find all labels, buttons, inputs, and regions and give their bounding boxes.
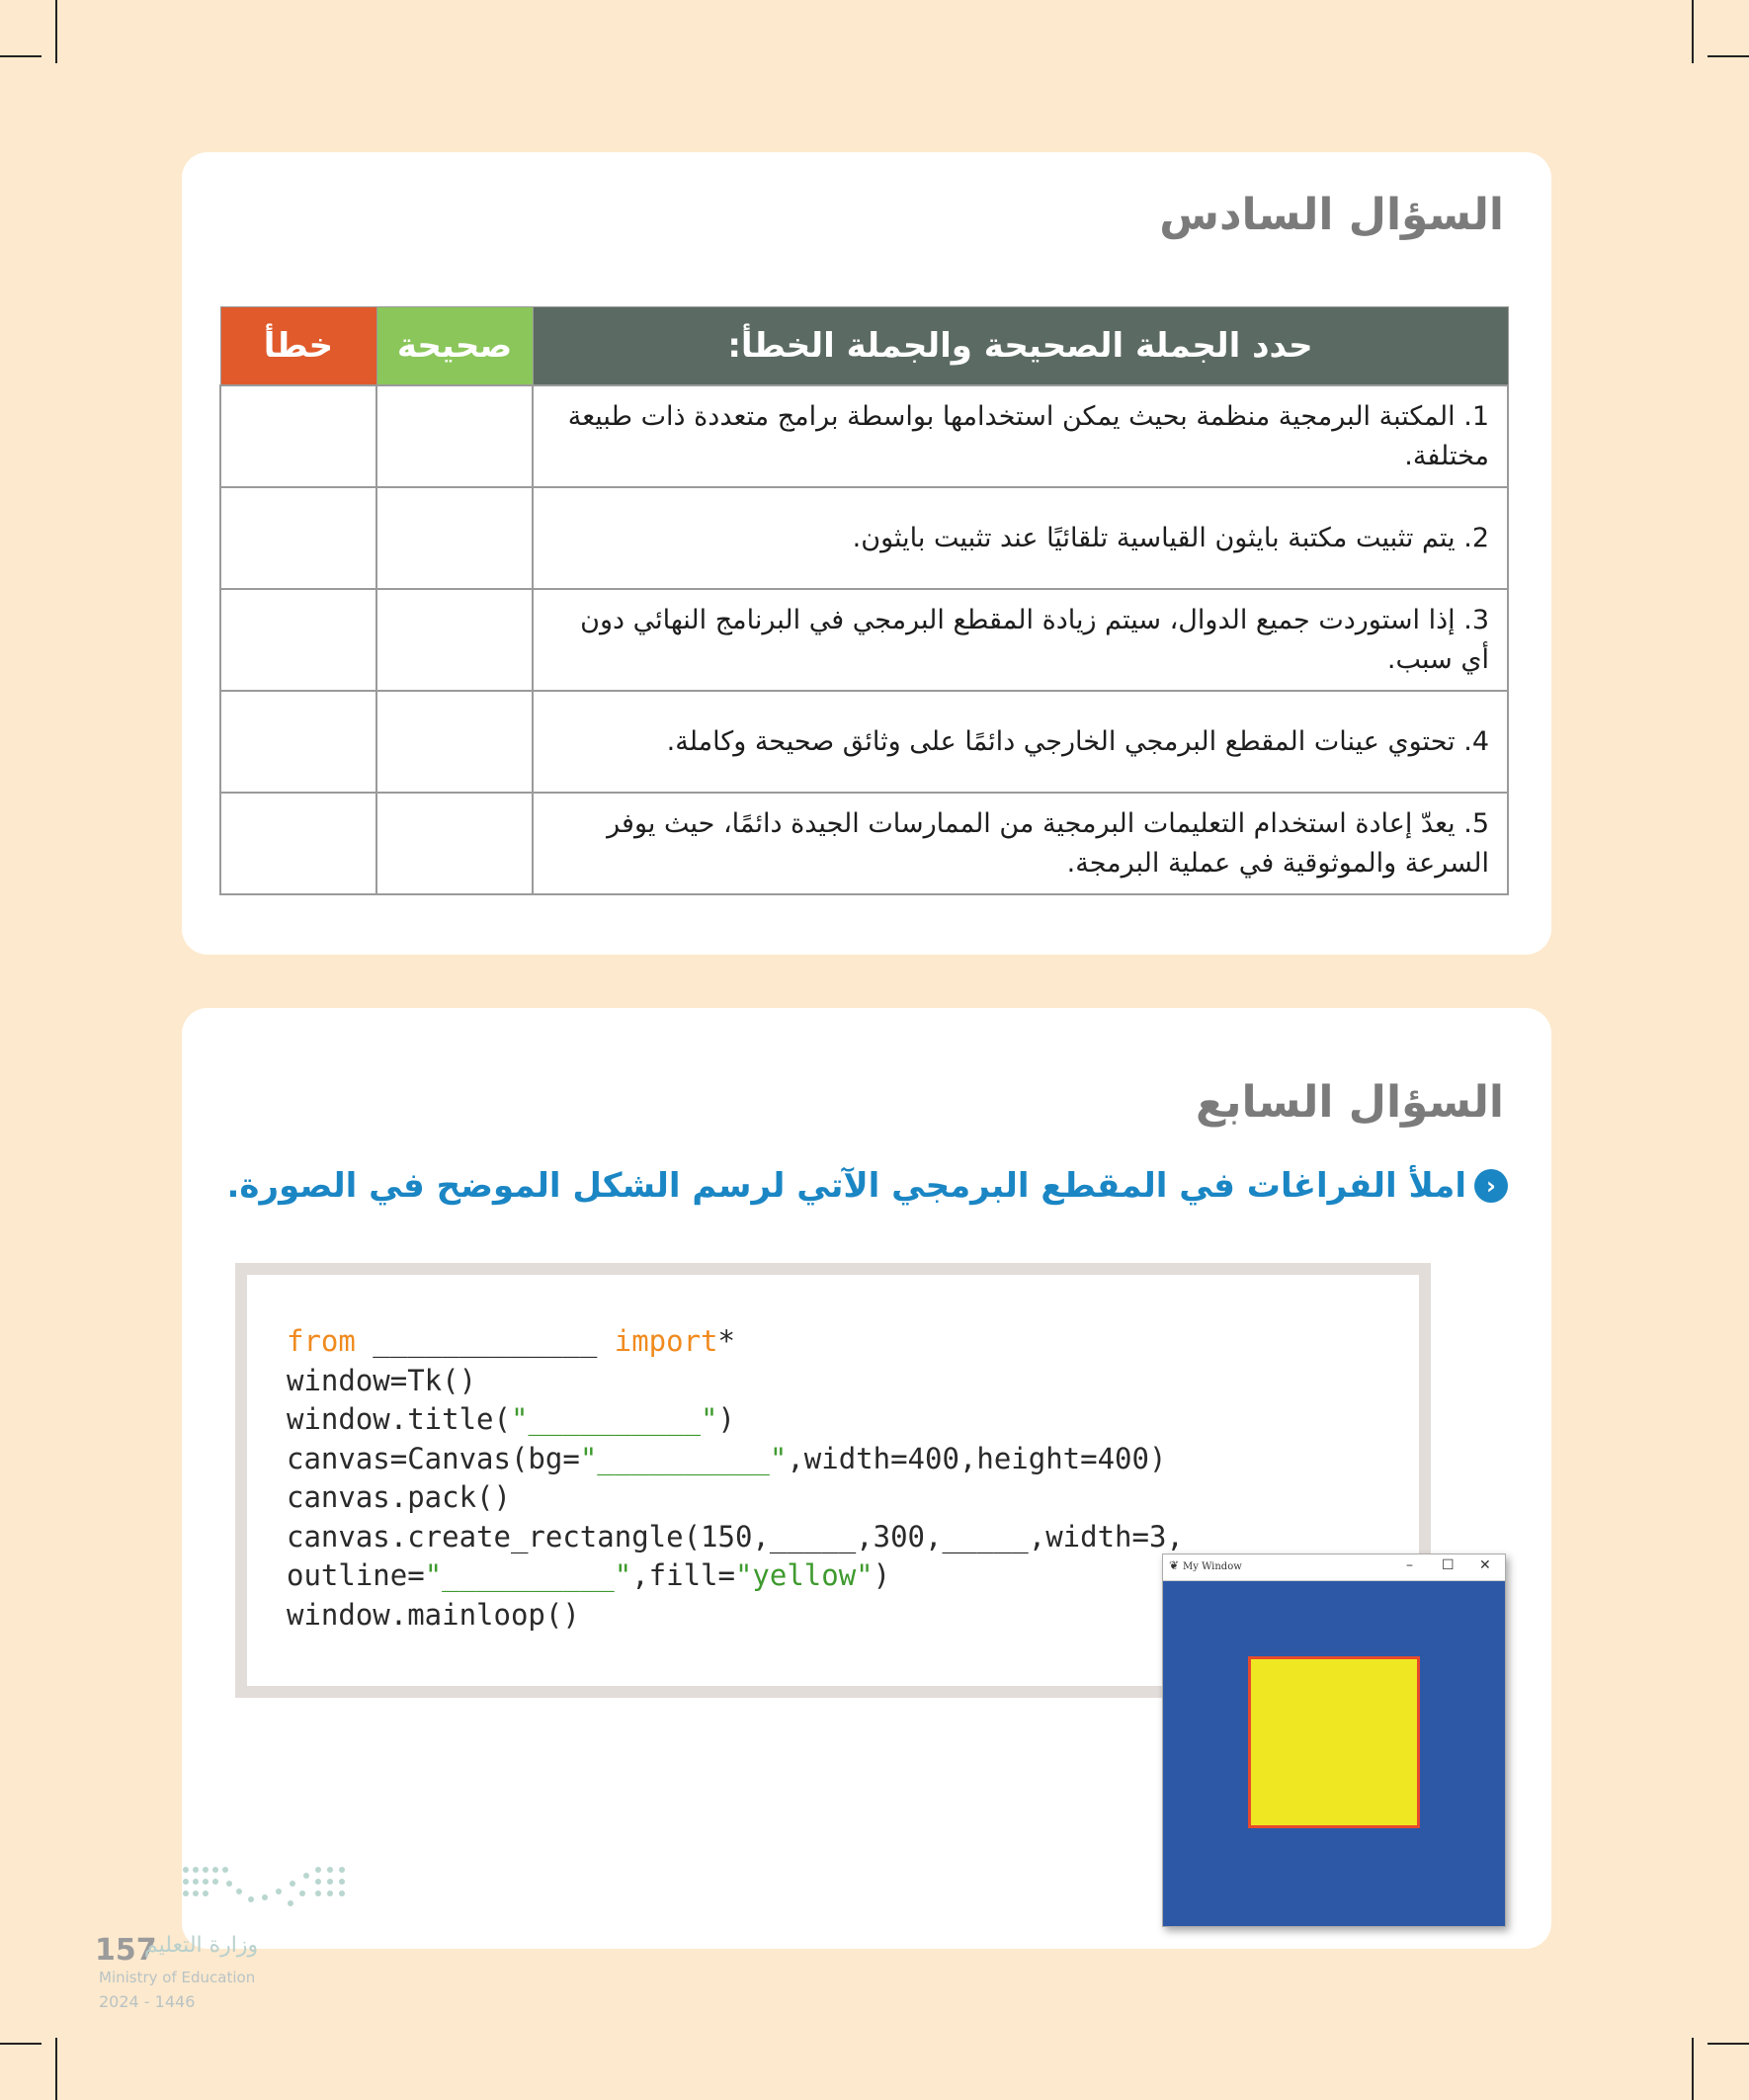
code-line-5: canvas.pack() [287, 1480, 511, 1514]
code-line-3b: ) [717, 1402, 735, 1436]
code-line-2: window=Tk() [287, 1363, 477, 1397]
question-six-card [182, 152, 1551, 955]
bullet-arrow-icon: ‹ [1474, 1169, 1508, 1203]
code-star: * [717, 1324, 735, 1358]
true-answer-box[interactable] [376, 487, 533, 589]
code-block [287, 1322, 1184, 1635]
window-canvas [1163, 1581, 1505, 1926]
false-answer-box[interactable] [220, 385, 376, 487]
true-answer-box[interactable] [376, 589, 533, 691]
code-line-7b: ,fill= [631, 1558, 735, 1592]
ministry-name-english: Ministry of Education [99, 1969, 256, 1986]
crop-mark [1692, 2038, 1694, 2100]
false-answer-box[interactable] [220, 691, 376, 793]
true-answer-box[interactable] [376, 691, 533, 793]
crop-mark [55, 0, 57, 63]
code-line-6[interactable]: canvas.create_rectangle(150,_____,300,_____,width=3, [287, 1519, 1184, 1554]
crop-mark [0, 2043, 42, 2045]
code-line-8: window.mainloop() [287, 1597, 580, 1632]
crop-mark [1707, 55, 1749, 57]
blank-title[interactable]: "__________" [510, 1402, 718, 1436]
instruction [227, 1166, 1508, 1206]
statement-cell: 1. المكتبة البرمجية منظمة بحيث يمكن استخدامها بواسطة برامج متعددة ذات طبيعة مختلفة. [533, 385, 1508, 487]
code-line-3a: window.title( [287, 1402, 511, 1436]
question-six-title: السؤال السادس [1159, 190, 1504, 240]
statement-cell: 3. إذا استوردت جميع الدوال، سيتم زيادة المقطع البرمجي في البرنامج النهائي دون أي سبب. [533, 589, 1508, 691]
code-line-7a: outline= [287, 1558, 425, 1592]
edition-year: 2024 - 1446 [99, 1992, 196, 2011]
maximize-icon[interactable]: ☐ [1442, 1557, 1455, 1573]
ministry-logo-icon [182, 1864, 350, 1915]
table-row [220, 793, 1508, 894]
page-number: 157 [95, 1933, 157, 1968]
table-row [220, 487, 1508, 589]
window-titlebar [1163, 1554, 1505, 1581]
yellow-rectangle [1248, 1656, 1420, 1828]
instruction-text: املأ الفراغات في المقطع البرمجي الآتي لرسم الشكل الموضح في الصورة. [226, 1166, 1466, 1206]
table-header-row [220, 307, 1508, 386]
true-false-table [219, 306, 1509, 895]
crop-mark [1692, 0, 1694, 63]
header-statement: حدد الجملة الصحيحة والجملة الخطأ: [533, 307, 1508, 386]
keyword-from: from [287, 1324, 356, 1358]
feather-icon: ❦ [1169, 1558, 1180, 1572]
code-line-7c: ) [873, 1558, 891, 1592]
blank-outline[interactable]: "__________" [424, 1558, 632, 1592]
crop-mark [55, 2038, 57, 2100]
table-row [220, 691, 1508, 793]
header-true: صحيحة [376, 307, 533, 386]
true-answer-box[interactable] [376, 793, 533, 894]
table-row [220, 385, 1508, 487]
false-answer-box[interactable] [220, 793, 376, 894]
false-answer-box[interactable] [220, 487, 376, 589]
question-seven-card [182, 1008, 1551, 1949]
false-answer-box[interactable] [220, 589, 376, 691]
minimize-icon[interactable]: – [1406, 1557, 1413, 1573]
blank-module[interactable]: _____________ [355, 1324, 615, 1358]
keyword-import: import [614, 1324, 718, 1358]
table-row [220, 589, 1508, 691]
tk-window-preview [1162, 1554, 1506, 1927]
close-icon[interactable]: ✕ [1479, 1557, 1491, 1573]
window-title: My Window [1183, 1561, 1242, 1572]
header-false: خطأ [220, 307, 376, 386]
true-answer-box[interactable] [376, 385, 533, 487]
blank-bg[interactable]: "__________" [579, 1441, 788, 1475]
question-seven-title: السؤال السابع [1195, 1077, 1504, 1128]
statement-cell: 5. يعدّ إعادة استخدام التعليمات البرمجية من الممارسات الجيدة دائمًا، حيث يوفر السرعة والموثوقية في عملية البرمجة. [533, 793, 1508, 894]
ministry-name-arabic: وزارة التعليم [144, 1933, 259, 1958]
fill-value: "yellow" [734, 1558, 874, 1592]
statement-cell: 4. تحتوي عينات المقطع البرمجي الخارجي دائمًا على وثائق صحيحة وكاملة. [533, 691, 1508, 793]
code-line-4b: ,width=400,height=400) [787, 1441, 1167, 1475]
crop-mark [0, 55, 42, 57]
statement-cell: 2. يتم تثبيت مكتبة بايثون القياسية تلقائيًا عند تثبيت بايثون. [533, 487, 1508, 589]
code-line-4a: canvas=Canvas(bg= [287, 1441, 580, 1475]
crop-mark [1707, 2043, 1749, 2045]
